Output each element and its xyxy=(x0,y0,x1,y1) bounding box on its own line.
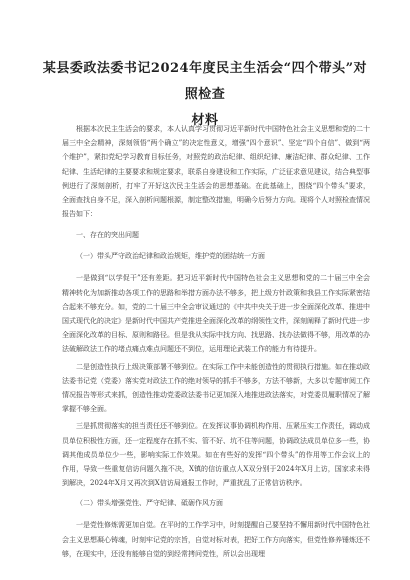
section-heading-1: 一、存在的突出问题 xyxy=(76,231,139,240)
paragraph-1: 一是做到“以学促干”还有差距。把习近平新时代中国特色社会主义思想和党的二十届三中全会精神转化为加新推动各项工作的思路和举措方面办法不够多，把上级方针政策和我县工作实际紧密结合起来不够充分。如，党的二十届三中全会审议通过的《中共中央关于进一步全面深化改革、推进中国式现代化的决定》是新时代中国共产党推进全面深化改革的纲领性文件，深刻阐释了新时代进一步全面深化改革的目标、原则和路径。但是我从实际中找方向、找思路、找办法做得不够，用改革的办法破解政法工作的堵点痛点难点问题还不到位，运用理论武装工作的能力有待提升。 xyxy=(62,274,370,354)
document-body xyxy=(62,122,370,564)
title-line-1: 某县委政法委书记2024年度民主生活会“四个带头”对照检查 xyxy=(42,61,368,102)
paragraph-2: 二是创造性执行上级决策部署不够到位。在实际工作中未能创造性的贯彻执行措施。如在推动政法委书记党（党委）落实党对政法工作的绝对领导的抓手不够多，方法不够新，大多以专题审阅工作情况报告等形式来抓，创造性推动党委政法委书记更加深入地推进政法落实，对党委员履职情况了解掌握不够全面。 xyxy=(62,362,370,414)
subsection-heading-2: （二）带头增强党性、严守纪律、砥砺作风方面 xyxy=(76,499,223,508)
title-line-2: 材料 xyxy=(191,113,219,128)
subsection-heading-1: （一）带头严守政治纪律和政治规矩，维护党的团结统一方面 xyxy=(76,252,265,261)
intro-paragraph: 根据本次民主生活会的要求，本人认真学习贯彻习近平新时代中国特色社会主义思想和党的二十届三中全会精神，深刻领悟“两个确立”的决定性意义，增强“四个意识”、坚定“四个自信”、做到“两个维护”，紧扣党纪学习教育目标任务，对照党的政治纪律、组织纪律、廉洁纪律、群众纪律、工作纪律、生活纪律的主要要求和规定要求，联系自身建设和工作实际，广泛征求意见建议，结合典型事例进行了深刻剖析，打牢了开好这次民主生活会的思想基础。在此基础上，围绕“四个带头”要求，全面查找自身不足，深入剖析问题根源，制定整改措施，明确今后努力方向。现将个人对照检查情况报告如下： xyxy=(62,125,370,219)
paragraph-3: 三是抓贯彻落实的担当责任还不够到位。在发挥议事协调机构作用、压紧压实工作责任，调动成员单位积极性方面，还一定程度存在抓不实、管不好、坑不住等问题，协调政法成员单位多一些，协调其他成员单位少一些，影响实际工作效果。如在有些好的发挥“四个带头”的作用等工作会议上的作用，导致一些重复信访问题久拖不决，X镇的信访重点人X双分别于2024年X月上访，国家求未得到解决，2024年X月又再次到X信访局通报工作时，严重扰乱了正常信访秩序。 xyxy=(62,422,370,488)
paragraph-4: 一是党性修炼需更加自觉。在平时的工作学习中，时刻提醒自己要坚持不懈用新时代中国特色社会主义思想凝心铸魂，时刻牢记党的宗旨，自觉对标对表，把好工作方向落实，但党性修养锤炼还不够，在现实中，还没有能够自觉的到经常拷问党性，所以会出现埋 xyxy=(62,521,370,558)
